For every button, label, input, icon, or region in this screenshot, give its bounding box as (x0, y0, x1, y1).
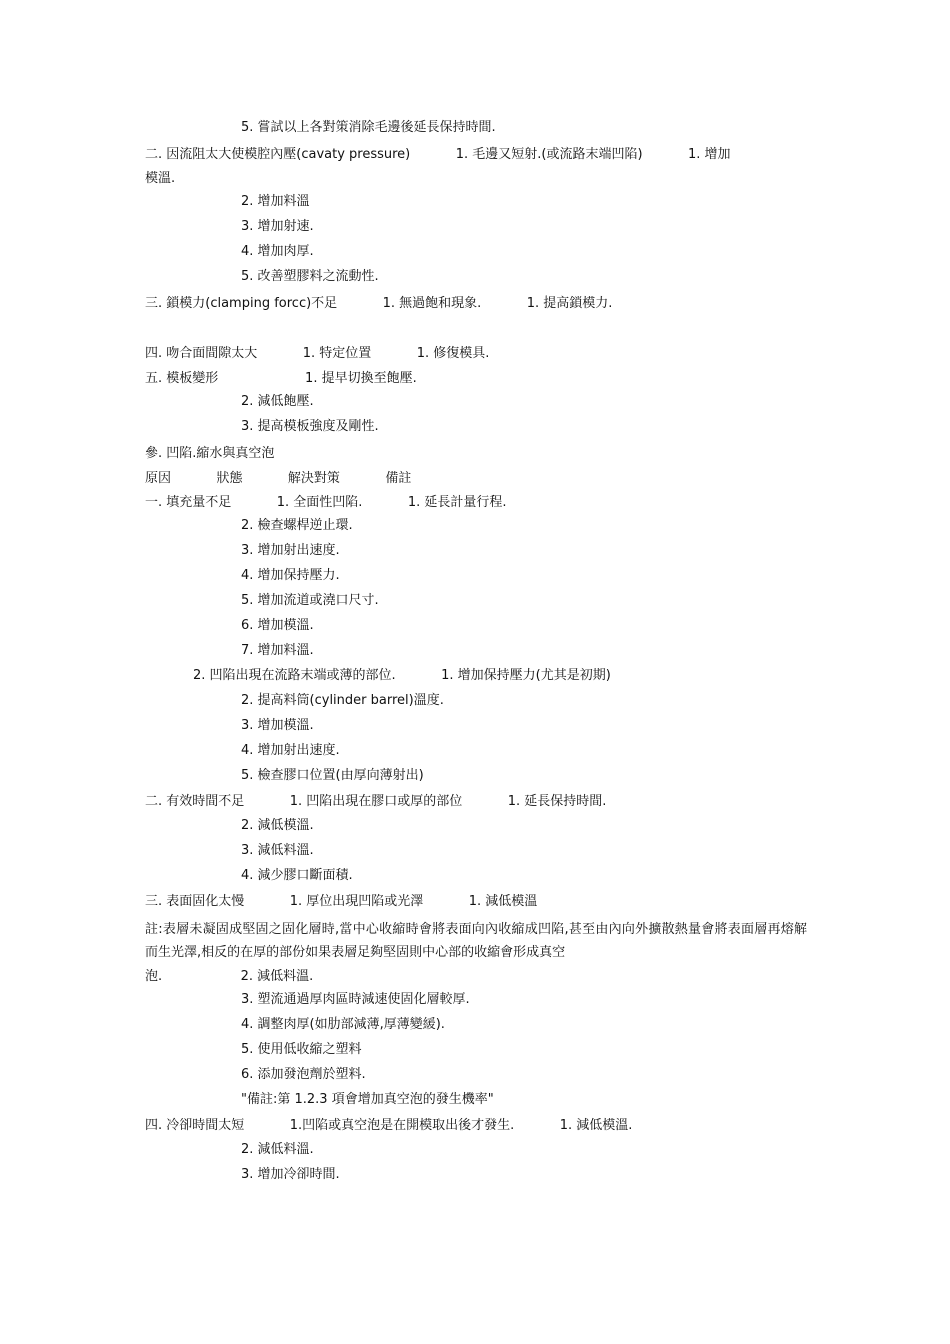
text-line: 4. 增加肉厚. (241, 244, 314, 259)
section-heading: 參. 凹陷.縮水與真空泡 (145, 446, 275, 461)
text-line: 3. 塑流通過厚肉區時減速使固化層較厚. (241, 992, 470, 1007)
note-paragraph: 註:表層未凝固成堅固之固化層時,當中心收縮時會將表面向內收縮成凹陷,甚至由內向外擴散熱量會將表面層再熔解而生光澤,相反的在厚的部份如果表層足夠堅固則中心部的收縮會形成真空 (145, 922, 807, 960)
text-line: 4. 調整肉厚(如肋部減薄,厚薄變緩). (241, 1017, 445, 1032)
text-line: 3. 增加射速. (241, 219, 314, 234)
text-line: 模溫. (145, 171, 176, 186)
remark-line: "備註:第 1.2.3 項會增加真空泡的發生機率" (241, 1092, 494, 1107)
text-line: 6. 添加發泡劑於塑料. (241, 1067, 366, 1082)
text-line: 3. 增加射出速度. (241, 543, 340, 558)
text-line: 三. 鎖模力(clamping forcc)不足 1. 無過飽和現象. 1. 提高鎖模力. (145, 296, 613, 311)
text-line: 6. 增加模溫. (241, 618, 314, 633)
table-header: 原因 狀態 解決對策 備註 (145, 471, 412, 486)
text-line: 二. 因流阻太大使模腔內壓(cavaty pressure) 1. 毛邊又短射.(或流路末端凹陷) 1. 增加 (145, 147, 731, 162)
text-line: 3. 增加模溫. (241, 718, 314, 733)
text-line: 5. 改善塑膠料之流動性. (241, 269, 379, 284)
text-line: 2. 增加料溫 (241, 194, 310, 209)
text-line: 二. 有效時間不足 1. 凹陷出現在膠口或厚的部位 1. 延長保持時間. (145, 794, 607, 809)
text-line: 2. 凹陷出現在流路末端或薄的部位. 1. 增加保持壓力(尤其是初期) (193, 668, 611, 683)
text-line: 2. 減低飽壓. (241, 394, 314, 409)
text-line: 5. 增加流道或澆口尺寸. (241, 593, 379, 608)
text-line: 2. 提高料筒(cylinder barrel)溫度. (241, 693, 444, 708)
text-line: 7. 增加料溫. (241, 643, 314, 658)
text-line: 4. 增加射出速度. (241, 743, 340, 758)
text-line: 五. 模板變形 1. 提早切換至飽壓. (145, 371, 417, 386)
text-line: 5. 使用低收縮之塑料 (241, 1042, 362, 1057)
text-line: 3. 增加冷卻時間. (241, 1167, 340, 1182)
text-line: 5. 嘗試以上各對策消除毛邊後延長保持時間. (241, 120, 496, 135)
text-line: 三. 表面固化太慢 1. 厚位出現凹陷或光澤 1. 減低模溫 (145, 894, 538, 909)
text-line: 2. 減低料溫. (241, 1142, 314, 1157)
text-line: 4. 減少膠口斷面積. (241, 868, 353, 883)
text-line: 3. 減低料溫. (241, 843, 314, 858)
text-line: 4. 增加保持壓力. (241, 568, 340, 583)
text-line: 3. 提高模板強度及剛性. (241, 419, 379, 434)
text-line: 四. 冷卻時間太短 1.凹陷或真空泡是在開模取出後才發生. 1. 減低模溫. (145, 1118, 633, 1133)
text-line: 泡. 2. 減低料溫. (145, 969, 314, 984)
text-line: 2. 減低模溫. (241, 818, 314, 833)
text-line: 5. 檢查膠口位置(由厚向薄射出) (241, 768, 424, 783)
text-line: 2. 檢查螺桿逆止環. (241, 518, 353, 533)
text-line: 四. 吻合面間隙太大 1. 特定位置 1. 修復模具. (145, 346, 490, 361)
text-line: 一. 填充量不足 1. 全面性凹陷. 1. 延長計量行程. (145, 495, 507, 510)
